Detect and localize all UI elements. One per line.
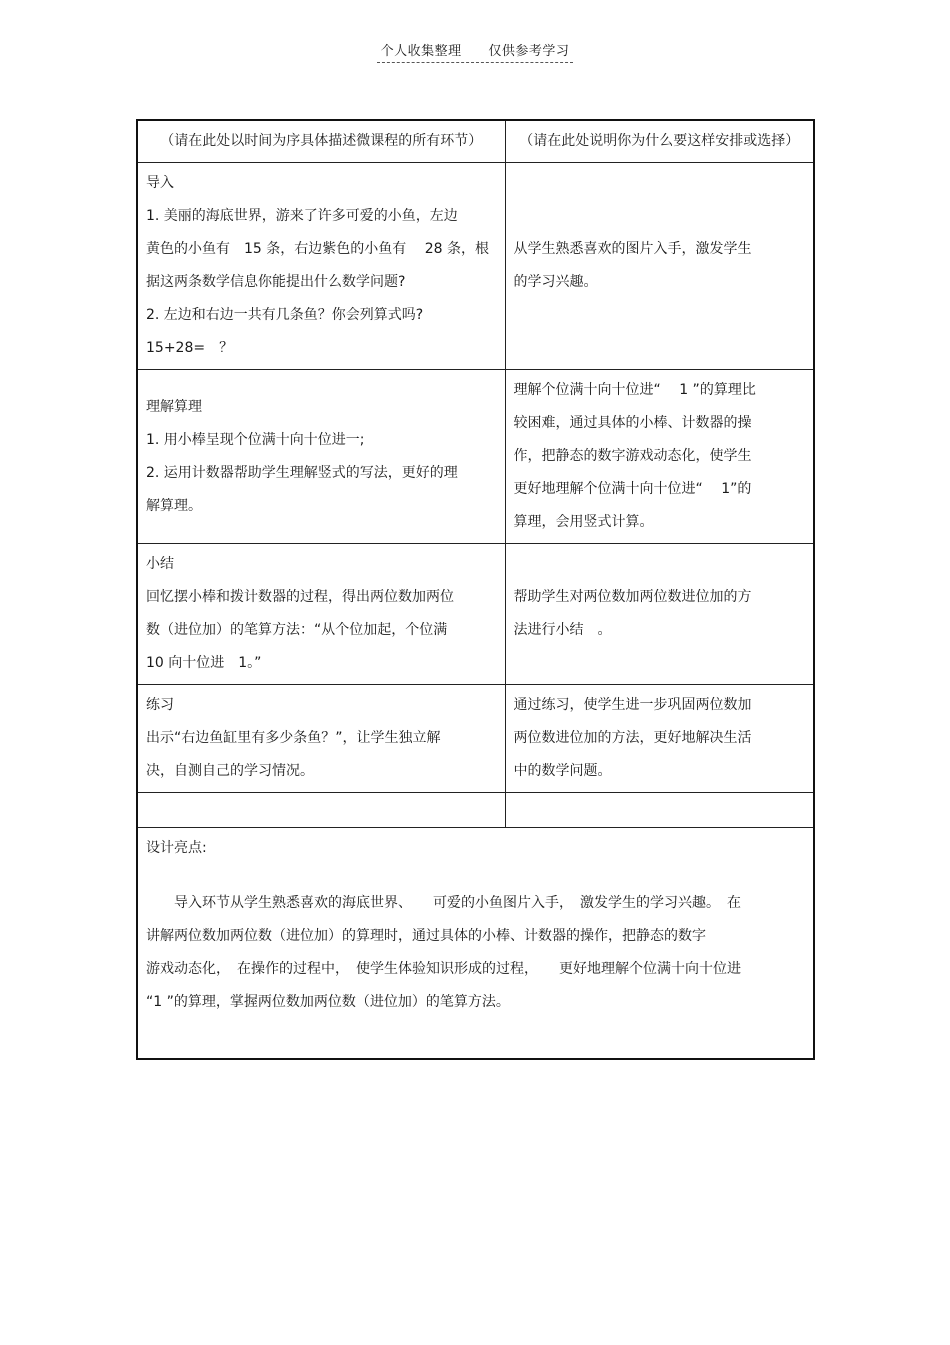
table-row-empty — [137, 793, 814, 828]
cell-steps-theory — [137, 370, 505, 544]
text-line: 中的数学问题。 — [513, 763, 612, 779]
text-line: 的学习兴趣。 — [513, 274, 598, 290]
cell-design-highlight — [137, 828, 814, 1060]
text-line: 游戏动态化， 在操作的过程中， 使学生体验知识形成的过程， 更好地理解个位满十向十位进 — [146, 961, 741, 977]
header-cell-steps: （请在此处以时间为序具体描述微课程的所有环节） — [137, 120, 505, 163]
cell-reason-practice — [505, 685, 814, 793]
text-line: 更好地理解个位满十向十位进“ 1”的 — [513, 481, 752, 497]
table-row-highlight — [137, 828, 814, 1060]
table-row — [137, 370, 814, 544]
section-title: 小结 — [146, 556, 174, 572]
cell-reason-intro — [505, 163, 814, 370]
text-line: 数（进位加）的笔算方法：“从个位加起，个位满 — [146, 622, 448, 638]
section-title: 理解算理 — [146, 398, 202, 415]
text-line: 黄色的小鱼有 15 条，右边紫色的小鱼有 28 条，根 — [146, 241, 489, 257]
text-line: 算理，会用竖式计算。 — [513, 514, 654, 530]
text-line: 决，自测自己的学习情况。 — [146, 763, 314, 779]
highlight-title: 设计亮点: — [146, 840, 207, 856]
text-line: 理解个位满十向十位进“ 1 ”的算理比 — [513, 382, 756, 398]
text-line: “1 ”的算理，掌握两位数加两位数（进位加）的笔算方法。 — [146, 994, 510, 1010]
cell-steps-summary — [137, 544, 505, 685]
section-title: 练习 — [146, 697, 174, 713]
text-line: 15+28= ？ — [146, 340, 234, 356]
cell-steps-practice — [137, 685, 505, 793]
page-header — [0, 40, 950, 63]
text-line: 较困难，通过具体的小棒、计数器的操 — [513, 415, 752, 431]
text-line: 作，把静态的数字游戏动态化，使学生 — [513, 448, 752, 464]
section-title: 导入 — [146, 175, 174, 191]
header-left-text: 个人收集整理 — [380, 44, 462, 59]
text-line: 1. 用小棒呈现个位满十向十位进一; — [146, 431, 365, 448]
text-line: 从学生熟悉喜欢的图片入手，激发学生 — [513, 241, 752, 257]
text-line: 解算理。 — [146, 497, 202, 514]
text-line: 2. 运用计数器帮助学生理解竖式的写法，更好的理 — [146, 464, 458, 481]
table-row — [137, 685, 814, 793]
text-line: 通过练习，使学生进一步巩固两位数加 — [513, 697, 752, 713]
empty-cell — [505, 793, 814, 828]
cell-reason-summary — [505, 544, 814, 685]
page-header-underline — [377, 40, 574, 63]
text-line: 10 向十位进 1。” — [146, 655, 262, 671]
header-cell-reasons: （请在此处说明你为什么要这样安排或选择） — [505, 120, 814, 163]
empty-cell — [137, 793, 505, 828]
highlight-paragraph — [146, 887, 805, 1019]
text-line: 帮助学生对两位数加两位数进位加的方 — [513, 589, 752, 605]
text-line: 出示“右边鱼缸里有多少条鱼？”，让学生独立解 — [146, 730, 441, 746]
text-line: 2. 左边和右边一共有几条鱼？你会列算式吗? — [146, 307, 424, 323]
table-row — [137, 544, 814, 685]
table-row — [137, 163, 814, 370]
text-line: 讲解两位数加两位数（进位加）的算理时，通过具体的小棒、计数器的操作，把静态的数字 — [146, 928, 706, 944]
text-line: 回忆摆小棒和拨计数器的过程，得出两位数加两位 — [146, 589, 454, 605]
header-right-text: 仅供参考学习 — [488, 44, 570, 59]
cell-reason-theory — [505, 370, 814, 544]
cell-steps-intro — [137, 163, 505, 370]
text-line: 据这两条数学信息你能提出什么数学问题? — [146, 274, 406, 290]
table-header-row — [137, 120, 814, 163]
text-line: 导入环节从学生熟悉喜欢的海底世界、 可爱的小鱼图片入手， 激发学生的学习兴趣。 在 — [146, 895, 741, 911]
lesson-plan-table — [136, 119, 815, 1060]
text-line: 两位数进位加的方法，更好地解决生活 — [513, 730, 752, 746]
text-line: 1. 美丽的海底世界，游来了许多可爱的小鱼，左边 — [146, 208, 458, 224]
text-line: 法进行小结 。 — [513, 622, 612, 638]
